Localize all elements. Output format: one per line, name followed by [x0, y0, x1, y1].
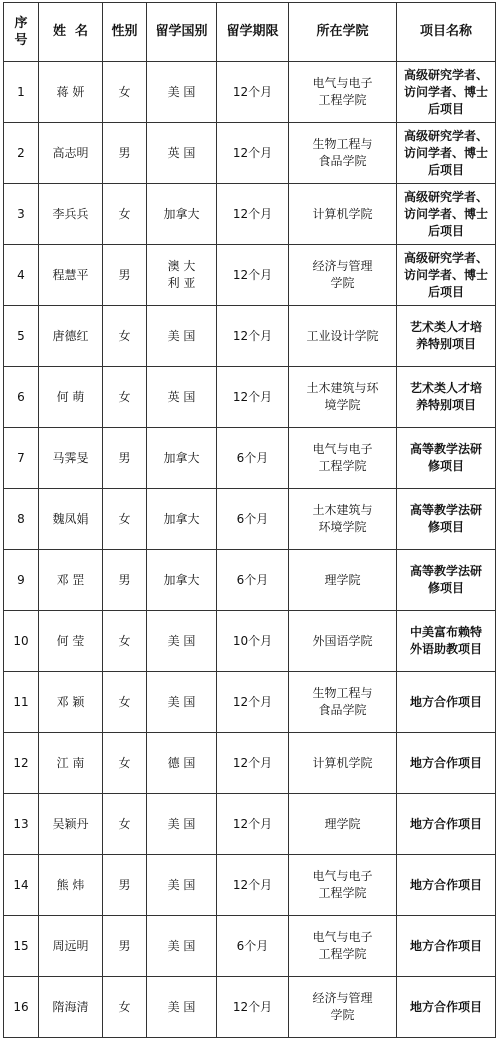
- header-country: 留学国别: [147, 3, 217, 62]
- cell-country: 美 国: [147, 977, 217, 1038]
- cell-index: 15: [4, 916, 39, 977]
- cell-project: 高等教学法研 修项目: [397, 428, 496, 489]
- table-row: [4, 550, 496, 611]
- cell-college: 经济与管理 学院: [289, 977, 397, 1038]
- table-row: [4, 794, 496, 855]
- cell-country: 加拿大: [147, 428, 217, 489]
- cell-name: 魏凤娟: [39, 489, 103, 550]
- header-duration: 留学期限: [217, 3, 289, 62]
- header-index: 序号: [4, 3, 39, 62]
- cell-index: 11: [4, 672, 39, 733]
- table-row: [4, 855, 496, 916]
- table-row: [4, 489, 496, 550]
- cell-project: 地方合作项目: [397, 733, 496, 794]
- table-row: [4, 977, 496, 1038]
- cell-country: 美 国: [147, 672, 217, 733]
- cell-duration: 12个月: [217, 672, 289, 733]
- roster-table: [3, 2, 496, 1038]
- cell-index: 1: [4, 62, 39, 123]
- cell-duration: 12个月: [217, 62, 289, 123]
- cell-college: 外国语学院: [289, 611, 397, 672]
- cell-country: 澳 大 利 亚: [147, 245, 217, 306]
- cell-country: 英 国: [147, 367, 217, 428]
- cell-index: 13: [4, 794, 39, 855]
- header-name: 姓 名: [39, 3, 103, 62]
- cell-gender: 男: [103, 245, 147, 306]
- cell-gender: 女: [103, 489, 147, 550]
- cell-name: 何 萌: [39, 367, 103, 428]
- cell-country: 德 国: [147, 733, 217, 794]
- cell-gender: 男: [103, 916, 147, 977]
- cell-project: 中美富布赖特 外语助教项目: [397, 611, 496, 672]
- cell-name: 程慧平: [39, 245, 103, 306]
- cell-gender: 女: [103, 62, 147, 123]
- cell-project: 高级研究学者、 访问学者、博士 后项目: [397, 184, 496, 245]
- cell-index: 10: [4, 611, 39, 672]
- cell-college: 电气与电子 工程学院: [289, 916, 397, 977]
- cell-name: 江 南: [39, 733, 103, 794]
- cell-project: 地方合作项目: [397, 977, 496, 1038]
- cell-duration: 6个月: [217, 489, 289, 550]
- cell-college: 工业设计学院: [289, 306, 397, 367]
- cell-duration: 6个月: [217, 428, 289, 489]
- cell-index: 4: [4, 245, 39, 306]
- cell-country: 美 国: [147, 855, 217, 916]
- cell-name: 蒋 妍: [39, 62, 103, 123]
- cell-duration: 12个月: [217, 245, 289, 306]
- cell-name: 马霁旻: [39, 428, 103, 489]
- cell-index: 8: [4, 489, 39, 550]
- cell-index: 2: [4, 123, 39, 184]
- cell-project: 艺术类人才培 养特别项目: [397, 306, 496, 367]
- cell-college: 生物工程与 食品学院: [289, 672, 397, 733]
- cell-project: 高等教学法研 修项目: [397, 550, 496, 611]
- cell-index: 16: [4, 977, 39, 1038]
- table-row: [4, 916, 496, 977]
- cell-duration: 12个月: [217, 977, 289, 1038]
- cell-country: 美 国: [147, 306, 217, 367]
- cell-gender: 女: [103, 184, 147, 245]
- table-row: [4, 428, 496, 489]
- cell-name: 李兵兵: [39, 184, 103, 245]
- cell-index: 7: [4, 428, 39, 489]
- header-college: 所在学院: [289, 3, 397, 62]
- cell-gender: 女: [103, 672, 147, 733]
- cell-project: 艺术类人才培 养特别项目: [397, 367, 496, 428]
- cell-duration: 6个月: [217, 916, 289, 977]
- cell-project: 地方合作项目: [397, 916, 496, 977]
- cell-gender: 女: [103, 306, 147, 367]
- cell-gender: 男: [103, 123, 147, 184]
- cell-index: 5: [4, 306, 39, 367]
- cell-country: 加拿大: [147, 184, 217, 245]
- cell-duration: 12个月: [217, 794, 289, 855]
- cell-project: 地方合作项目: [397, 672, 496, 733]
- cell-college: 电气与电子 工程学院: [289, 428, 397, 489]
- cell-college: 计算机学院: [289, 733, 397, 794]
- cell-duration: 12个月: [217, 184, 289, 245]
- cell-country: 美 国: [147, 62, 217, 123]
- table-row: [4, 367, 496, 428]
- table-row: [4, 306, 496, 367]
- table-row: [4, 62, 496, 123]
- table-row: [4, 672, 496, 733]
- cell-index: 6: [4, 367, 39, 428]
- table-row: [4, 245, 496, 306]
- cell-name: 邓 颖: [39, 672, 103, 733]
- cell-college: 经济与管理 学院: [289, 245, 397, 306]
- cell-project: 地方合作项目: [397, 794, 496, 855]
- cell-country: 美 国: [147, 916, 217, 977]
- cell-duration: 10个月: [217, 611, 289, 672]
- cell-name: 邓 罡: [39, 550, 103, 611]
- cell-gender: 女: [103, 977, 147, 1038]
- cell-name: 唐德红: [39, 306, 103, 367]
- cell-project: 地方合作项目: [397, 855, 496, 916]
- header-row: [4, 3, 496, 62]
- cell-duration: 12个月: [217, 367, 289, 428]
- cell-project: 高等教学法研 修项目: [397, 489, 496, 550]
- header-project: 项目名称: [397, 3, 496, 62]
- cell-college: 理学院: [289, 794, 397, 855]
- cell-duration: 12个月: [217, 123, 289, 184]
- cell-college: 土木建筑与环 境学院: [289, 367, 397, 428]
- cell-index: 9: [4, 550, 39, 611]
- cell-index: 12: [4, 733, 39, 794]
- cell-college: 计算机学院: [289, 184, 397, 245]
- cell-gender: 男: [103, 855, 147, 916]
- cell-country: 加拿大: [147, 489, 217, 550]
- cell-gender: 男: [103, 550, 147, 611]
- cell-name: 吴颖丹: [39, 794, 103, 855]
- cell-gender: 女: [103, 367, 147, 428]
- cell-name: 隋海清: [39, 977, 103, 1038]
- cell-name: 何 莹: [39, 611, 103, 672]
- cell-college: 电气与电子 工程学院: [289, 62, 397, 123]
- cell-gender: 男: [103, 428, 147, 489]
- table-row: [4, 184, 496, 245]
- cell-country: 加拿大: [147, 550, 217, 611]
- cell-college: 理学院: [289, 550, 397, 611]
- cell-country: 美 国: [147, 794, 217, 855]
- cell-country: 英 国: [147, 123, 217, 184]
- cell-name: 高志明: [39, 123, 103, 184]
- cell-duration: 6个月: [217, 550, 289, 611]
- cell-project: 高级研究学者、 访问学者、博士 后项目: [397, 123, 496, 184]
- cell-duration: 12个月: [217, 733, 289, 794]
- cell-index: 14: [4, 855, 39, 916]
- table-row: [4, 733, 496, 794]
- cell-college: 土木建筑与 环境学院: [289, 489, 397, 550]
- cell-duration: 12个月: [217, 306, 289, 367]
- cell-gender: 女: [103, 794, 147, 855]
- cell-name: 熊 炜: [39, 855, 103, 916]
- cell-duration: 12个月: [217, 855, 289, 916]
- cell-country: 美 国: [147, 611, 217, 672]
- table-row: [4, 611, 496, 672]
- cell-college: 生物工程与 食品学院: [289, 123, 397, 184]
- table-row: [4, 123, 496, 184]
- cell-project: 高级研究学者、 访问学者、博士 后项目: [397, 245, 496, 306]
- cell-gender: 女: [103, 733, 147, 794]
- header-gender: 性别: [103, 3, 147, 62]
- cell-gender: 女: [103, 611, 147, 672]
- cell-project: 高级研究学者、 访问学者、博士 后项目: [397, 62, 496, 123]
- cell-college: 电气与电子 工程学院: [289, 855, 397, 916]
- cell-name: 周远明: [39, 916, 103, 977]
- cell-index: 3: [4, 184, 39, 245]
